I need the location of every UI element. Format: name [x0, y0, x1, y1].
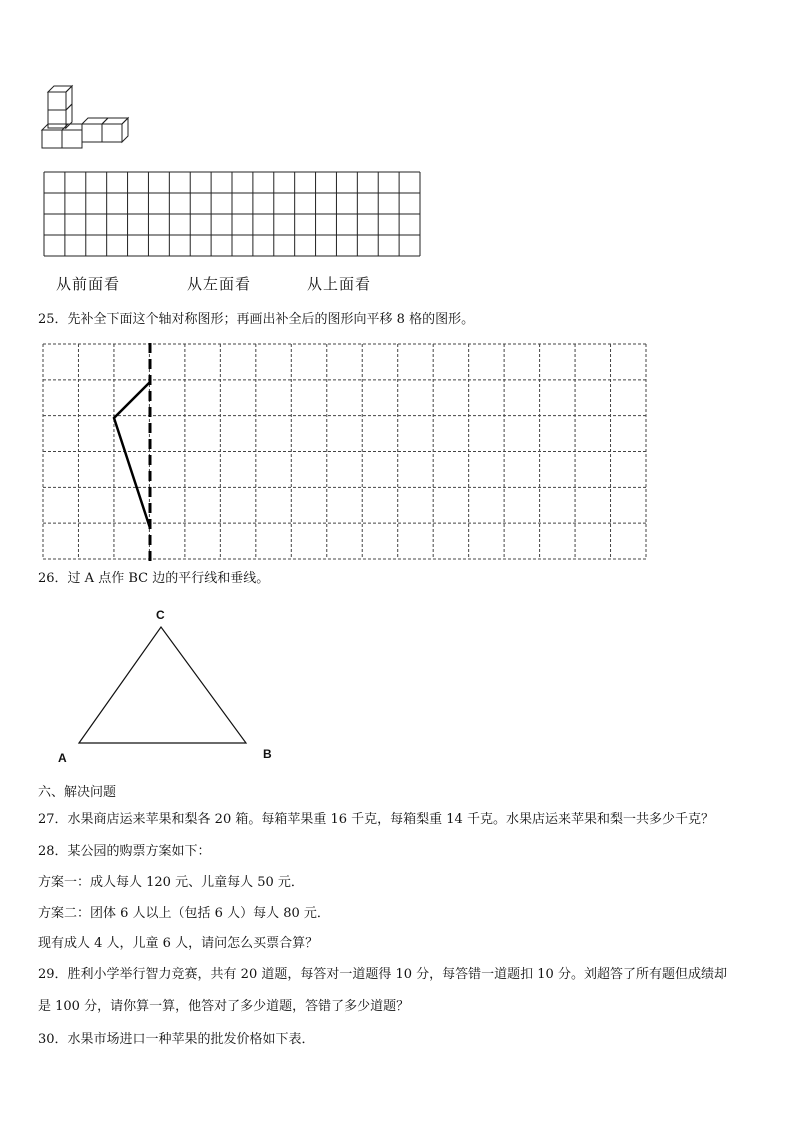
question-25: 25．先补全下面这个轴对称图形；再画出补全后的图形向平移 8 格的图形。: [38, 312, 475, 327]
question-27: 27．水果商店运来苹果和梨各 20 箱。每箱苹果重 16 千克，每箱梨重 14 千克。水果店运来苹果和梨一共多少千克？: [38, 812, 714, 827]
question-28-ask: 现有成人 4 人，儿童 6 人，请问怎么买票合算？: [38, 936, 319, 951]
section-heading: 六、解决问题: [38, 785, 117, 800]
view-label-left: 从左面看: [187, 275, 252, 293]
view-label-front: 从前面看: [56, 275, 121, 293]
half-shape: [114, 382, 150, 528]
question-28-title: 28．某公园的购票方案如下：: [38, 844, 211, 859]
view-grid: [43, 171, 423, 259]
question-29-line2: 是 100 分，请你算一算，他答对了多少道题，答错了多少道题？: [38, 999, 410, 1014]
vertex-a-label: A: [58, 751, 67, 765]
cube-stack-figure: [38, 84, 138, 154]
question-28-plan2: 方案二：团体 6 人以上（包括 6 人）每人 80 元．: [38, 906, 330, 921]
symmetry-grid: [42, 343, 648, 561]
view-label-top: 从上面看: [307, 275, 372, 293]
question-26: 26．过 A 点作 BC 边的平行线和垂线。: [38, 571, 270, 586]
vertex-b-label: B: [263, 747, 272, 761]
triangle-abc: [60, 600, 300, 770]
question-28-plan1: 方案一：成人每人 120 元、儿童每人 50 元．: [38, 875, 304, 890]
question-29-line1: 29．胜利小学举行智力竞赛，共有 20 道题，每答对一道题得 10 分，每答错一道题扣 10 分。刘超答了所有题但成绩却: [38, 967, 727, 982]
vertex-c-label: C: [156, 608, 165, 622]
question-30: 30．水果市场进口一种苹果的批发价格如下表．: [38, 1032, 315, 1047]
